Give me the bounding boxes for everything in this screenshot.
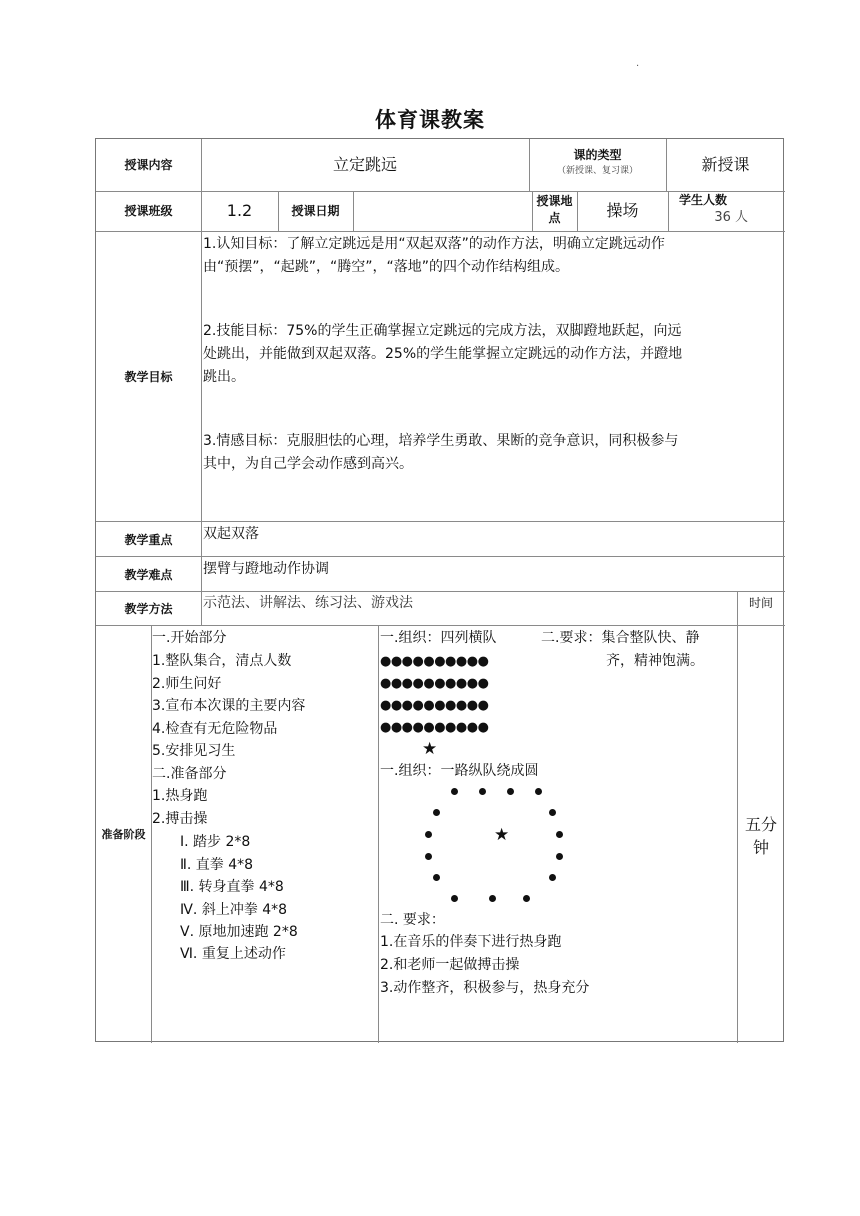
class-value: 1.2 — [226, 201, 253, 220]
requirement-item: 3.动作整齐，积极参与，热身充分 — [380, 980, 590, 996]
time-value-line2: 钟 — [752, 838, 769, 857]
goal-cognitive-line1: 1.认知目标：了解立定跳远是用“双起双落”的动作方法，明确立定跳远动作 — [203, 236, 665, 252]
list-item: Ⅳ. 斜上冲拳 4*8 — [180, 902, 288, 918]
list-item: 1.热身跑 — [152, 788, 208, 804]
requirement-item: 2.和老师一起做搏击操 — [380, 957, 520, 973]
formation-row: ●●●●●●●●●● — [380, 698, 489, 713]
list-item: 2.搏击操 — [152, 811, 208, 827]
label-difficulty: 教学难点 — [124, 568, 173, 582]
list-item: Ⅴ. 原地加速跑 2*8 — [180, 924, 298, 940]
label-time: 时间 — [748, 596, 773, 610]
label-type: 课的类型 — [573, 148, 622, 162]
label-goals: 教学目标 — [124, 370, 173, 384]
goal-emotion-line2: 其中，为自己学会动作感到高兴。 — [203, 456, 413, 472]
formation-row: ●●●●●●●●●● — [380, 720, 489, 735]
label-class: 授课班级 — [124, 204, 173, 218]
org-formation-text: 一.组织：四列横队 — [380, 630, 497, 646]
label-type-note: （新授课、复习课） — [556, 166, 638, 176]
list-item: Ⅲ. 转身直拳 4*8 — [180, 879, 284, 895]
requirement-item: 1.在音乐的伴奏下进行热身跑 — [380, 934, 562, 950]
label-place: 授课地点 — [536, 194, 573, 225]
list-item: 一.开始部分 — [152, 630, 227, 646]
lesson-type: 新授课 — [701, 155, 750, 174]
students-value: 36 人 — [714, 210, 748, 225]
goal-emotion-line1: 3.情感目标：克服胆怯的心理，培养学生勇敢、果断的竞争意识，同积极参与 — [203, 433, 679, 449]
list-item: Ⅰ. 踏步 2*8 — [180, 834, 251, 850]
requirement-title: 二. 要求： — [380, 912, 445, 928]
time-value-line1: 五分 — [744, 815, 777, 834]
list-item: 2.师生问好 — [152, 676, 222, 692]
list-item: 1.整队集合，清点人数 — [152, 653, 292, 669]
org-requirement-line1: 二.要求：集合整队快、静 — [541, 630, 700, 646]
center-star-icon: ★ — [494, 825, 510, 845]
place-value: 操场 — [606, 201, 639, 220]
list-item: 4.检查有无危险物品 — [152, 721, 278, 737]
method-value: 示范法、讲解法、练习法、游戏法 — [203, 595, 413, 611]
label-date: 授课日期 — [291, 204, 340, 218]
org-requirement-line2: 齐，精神饱满。 — [606, 653, 704, 669]
page-title: 体育课教案 — [375, 108, 485, 132]
key-point-value: 双起双落 — [203, 526, 259, 542]
list-item: 二.准备部分 — [152, 766, 227, 782]
goal-skill-line3: 跳出。 — [203, 369, 245, 385]
label-key-point: 教学重点 — [124, 533, 173, 547]
lesson-plan-table — [95, 138, 784, 1042]
teacher-star-icon: ★ — [422, 739, 438, 759]
list-item: 5.安排见习生 — [152, 743, 236, 759]
goal-cognitive-line2: 由“预摆”，“起跳”，“腾空”，“落地”的四个动作结构组成。 — [203, 259, 570, 275]
label-method: 教学方法 — [124, 602, 173, 616]
lesson-content: 立定跳远 — [332, 155, 397, 174]
page-mark: . — [636, 58, 640, 69]
label-stage: 准备阶段 — [101, 828, 146, 841]
goal-skill-line1: 2.技能目标：75%的学生正确掌握立定跳远的完成方法，双脚蹬地跃起，向远 — [203, 323, 682, 339]
list-item: 3.宣布本次课的主要内容 — [152, 698, 306, 714]
list-item: Ⅱ. 直拳 4*8 — [180, 857, 254, 873]
list-item: Ⅵ. 重复上述动作 — [180, 946, 286, 962]
label-students: 学生人数 — [679, 193, 728, 207]
formation-row: ●●●●●●●●●● — [380, 654, 489, 669]
goal-skill-line2: 处跳出，并能做到双起双落。25%的学生能掌握立定跳远的动作方法，并蹬地 — [203, 346, 683, 362]
label-content: 授课内容 — [124, 158, 173, 172]
difficulty-value: 摆臂与蹬地动作协调 — [203, 561, 329, 577]
formation-row: ●●●●●●●●●● — [380, 676, 489, 691]
org-circle-text: 一.组织：一路纵队绕成圆 — [380, 763, 539, 779]
